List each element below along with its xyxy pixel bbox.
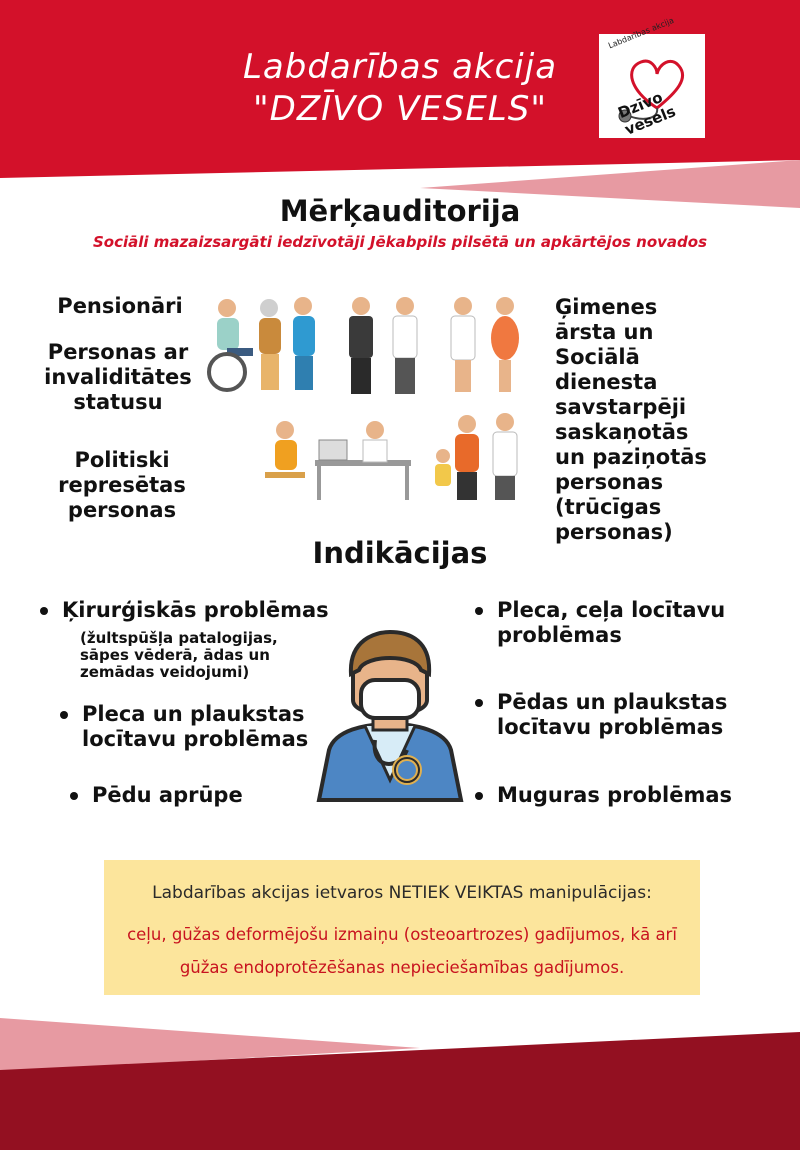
title-line-2: "DZĪVO VESELS" xyxy=(253,89,547,129)
notice-box xyxy=(104,860,700,995)
indication-surgical xyxy=(40,598,340,623)
bullet-icon xyxy=(70,792,78,800)
footer-background xyxy=(0,1010,800,1150)
bullet-icon xyxy=(475,699,483,707)
bullet-icon xyxy=(475,607,483,615)
female-doctor-icon xyxy=(451,297,475,392)
bullet-icon xyxy=(60,711,68,719)
elderly-woman-icon xyxy=(259,299,281,390)
desk-computer-icon xyxy=(315,421,411,500)
audience-pensioners: Pensionāri xyxy=(57,294,183,318)
logo-small-text: Labdarības akcija xyxy=(607,15,676,51)
businessman-icon xyxy=(349,297,373,394)
bullet-icon xyxy=(475,792,483,800)
indication-text: Muguras problēmas xyxy=(497,783,733,807)
notice-line-3: gūžas endoprotēzēšanas nepieciešamības gadījumos. xyxy=(179,958,625,977)
indication-foot-wrist xyxy=(475,690,745,740)
indication-surgical-note: (žultspūšļa patalogijas, sāpes vēderā, ādas un zemādas veidojumi) xyxy=(80,629,278,681)
indication-text: Pleca un plaukstas locītavu problēmas xyxy=(82,702,309,751)
bullet-icon xyxy=(40,607,48,615)
audience-heading: Mērķauditorija xyxy=(279,194,521,228)
indication-foot-care xyxy=(70,783,310,808)
notice-heading: Labdarības akcijas ietvaros NETIEK VEIKTAS manipulācijas: xyxy=(152,883,652,903)
audience-subtitle: Sociāli mazaizsargāti iedzīvotāji Jēkabpils pilsētā un apkārtējos novados xyxy=(92,233,708,251)
indication-text: Ķirurģiskās problēmas xyxy=(62,598,329,622)
page-title xyxy=(200,46,600,130)
family-with-doctor-icon xyxy=(435,413,517,500)
pregnant-woman-icon xyxy=(491,297,519,392)
indication-shoulder-wrist xyxy=(60,702,320,752)
title-line-1: Labdarības akcija xyxy=(242,47,558,87)
masked-doctor-icon xyxy=(315,630,465,805)
nurse-icon xyxy=(293,297,315,390)
indication-text: Pleca, ceļa locītavu problēmas xyxy=(497,598,726,647)
audience-disabled: Personas ar invaliditātes statusu xyxy=(44,340,192,414)
indication-text: Pēdas un plaukstas locītavu problēmas xyxy=(497,690,728,739)
indication-back xyxy=(475,783,745,808)
audience-repressed: Politiski represētas personas xyxy=(58,448,186,522)
doctor-icon xyxy=(393,297,417,394)
logo xyxy=(599,15,705,139)
indications-heading: Indikācijas xyxy=(312,536,488,570)
logo-main-text: Dzīvo vesels xyxy=(615,88,679,139)
indication-text: Pēdu aprūpe xyxy=(92,783,243,807)
patient-seated-icon xyxy=(265,421,305,478)
indication-shoulder-knee xyxy=(475,598,745,648)
audience-family-doctor: Ģimenes ārsta un Sociālā dienesta savstarpēji saskaņotās un paziņotās personas (trūcīgas personas) xyxy=(555,295,707,544)
wheelchair-person-icon xyxy=(209,299,253,390)
notice-line-2: ceļu, gūžas deformējošu izmaiņu (osteoartrozes) gadījumos, kā arī xyxy=(127,925,677,944)
people-illustration xyxy=(205,290,545,510)
notice-details xyxy=(104,918,700,984)
